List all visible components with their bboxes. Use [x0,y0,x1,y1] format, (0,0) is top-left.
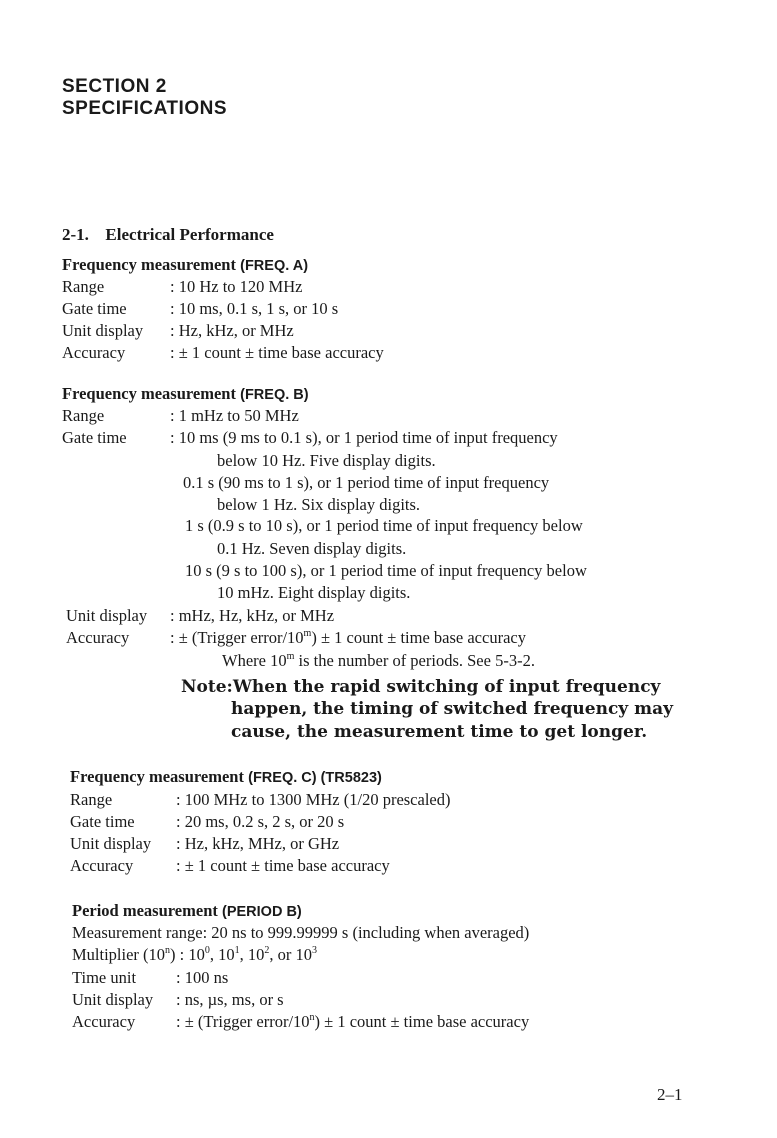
period-b-spec-list [72,967,529,1033]
base: 10 [247,945,265,964]
section-title [62,76,227,120]
spec-label: Gate time [70,812,135,831]
spec-row [62,320,384,342]
spec-label: Accuracy [72,1012,136,1031]
spec-row [70,855,450,877]
spec-row [62,298,384,320]
period-b-range-line: Measurement range: 20 ns to 999.99999 s (including when averaged) [72,923,530,942]
spec-label: Time unit [72,968,137,987]
spec-value: : 1 mHz to 50 MHz [170,406,299,425]
freq-b-heading-text: Frequency measurement [62,384,236,403]
freq-b-gate-line-6: 0.1 Hz. Seven display digits. [217,539,407,558]
period-b-multiplier-line [72,945,317,965]
freq-b-note-line-3: cause, the measurement time to get longer. [231,722,648,742]
spec-value-pre: : ± (Trigger error/10 [170,628,304,647]
freq-b-gate-line-5: 1 s (0.9 s to 10 s), or 1 period time of input frequency below [185,516,583,535]
spec-label: Unit display [62,321,144,340]
spec-row [70,811,450,833]
spec-value: : Hz, kHz, MHz, or GHz [176,834,340,853]
spec-value: : ± 1 count ± time base accuracy [170,343,384,362]
spec-value: : 100 ns [176,968,229,987]
period-b-code: (PERIOD B) [222,904,302,920]
subsection-number: 2-1. [62,225,89,244]
spec-value: : 10 ms, 0.1 s, 1 s, or 10 s [170,299,339,318]
freq-c-spec-list [70,789,450,877]
exponent: 3 [312,944,317,956]
freq-b-gate-line-8: 10 mHz. Eight display digits. [217,583,411,602]
spec-value: : mHz, Hz, kHz, or MHz [170,606,335,625]
spec-label: Gate time [62,299,127,318]
separator: , or [269,945,296,964]
section-title-line1: SECTION 2 [62,76,167,97]
spec-row [72,989,529,1011]
multiplier-pre: Multiplier (10 [72,945,166,964]
period-b-heading [72,901,302,921]
spec-row [72,1011,529,1033]
separator: , [209,945,219,964]
spec-label: Unit display [72,990,154,1009]
freq-a-code: (FREQ. A) [240,258,309,274]
subsection-title: Electrical Performance [105,225,274,244]
spec-row [62,276,384,298]
spec-label: Range [70,790,113,809]
multiplier-value [248,945,296,964]
period-b-heading-text: Period measurement [72,901,218,920]
multiplier-value [188,945,218,964]
base: 10 [218,945,235,964]
spec-label: Unit display [70,834,152,853]
multiplier-mid: ) : [170,945,189,964]
section-title-line2: SPECIFICATIONS [62,98,227,119]
freq-a-spec-list [62,276,384,364]
exponent: m [286,650,295,662]
freq-b-gate-line-7: 10 s (9 s to 100 s), or 1 period time of input frequency below [185,561,587,580]
freq-c-heading-text: Frequency measurement [70,767,244,786]
spec-value-pre: : ± (Trigger error/10 [176,1012,310,1031]
spec-value: : 100 MHz to 1300 MHz (1/20 prescaled) [176,790,451,809]
freq-b-where-note [222,651,535,671]
freq-b-code: (FREQ. B) [240,387,309,403]
freq-b-note-line-2: happen, the timing of switched frequency may [231,699,673,719]
exponent: 1 [234,944,240,956]
exponent: n [165,944,171,956]
freq-b-gate-line-4: below 1 Hz. Six display digits. [217,495,421,514]
freq-b-note-line-1: Note:When the rapid switching of input frequency [181,677,661,697]
spec-label: Range [62,277,105,296]
spec-label: Range [62,406,105,425]
spec-row [70,789,450,811]
spec-label: Unit display [66,606,148,625]
freq-a-heading-text: Frequency measurement [62,255,236,274]
spec-value-post: ) ± 1 count ± time base accuracy [311,628,526,647]
freq-c-code: (FREQ. C) (TR5823) [248,770,382,786]
freq-b-gate-line-3: 0.1 s (90 ms to 1 s), or 1 period time of input frequency [183,473,550,492]
freq-c-heading [70,767,382,787]
separator: , [239,945,248,964]
base: 10 [188,945,205,964]
exponent: 0 [204,944,210,956]
spec-value: : ns, µs, ms, or s [176,990,284,1009]
freq-b-gate-line-2: below 10 Hz. Five display digits. [217,451,436,470]
exponent: n [309,1011,315,1023]
spec-value: : 20 ms, 0.2 s, 2 s, or 20 s [176,812,345,831]
freq-b-gate-line-1: : 10 ms (9 ms to 0.1 s), or 1 period time of input frequency [170,428,558,447]
spec-row [70,833,450,855]
spec-label: Accuracy [62,343,126,362]
freq-a-heading [62,255,308,275]
multiplier-value [218,945,248,964]
freq-b-range-row [62,405,299,427]
spec-row [62,342,384,364]
freq-b-accuracy-row [66,628,526,648]
base: 10 [295,945,312,964]
multiplier-value [296,945,318,964]
page-number: 2–1 [657,1085,683,1104]
subsection-heading [62,225,274,245]
spec-value-post: ) ± 1 count ± time base accuracy [314,1012,530,1031]
freq-b-gate-label: Gate time [62,428,127,447]
spec-label: Accuracy [70,856,134,875]
exponent: m [303,627,312,639]
where-pre: Where 10 [222,651,287,670]
where-post: is the number of periods. See 5-3-2. [294,651,535,670]
spec-label: Accuracy [66,628,130,647]
exponent: 2 [264,944,270,956]
spec-value: : ± 1 count ± time base accuracy [176,856,390,875]
spec-value: : 10 Hz to 120 MHz [170,277,303,296]
spec-value: : Hz, kHz, or MHz [170,321,294,340]
freq-b-heading [62,384,309,404]
freq-b-unit-row [66,606,334,626]
spec-row [72,967,529,989]
